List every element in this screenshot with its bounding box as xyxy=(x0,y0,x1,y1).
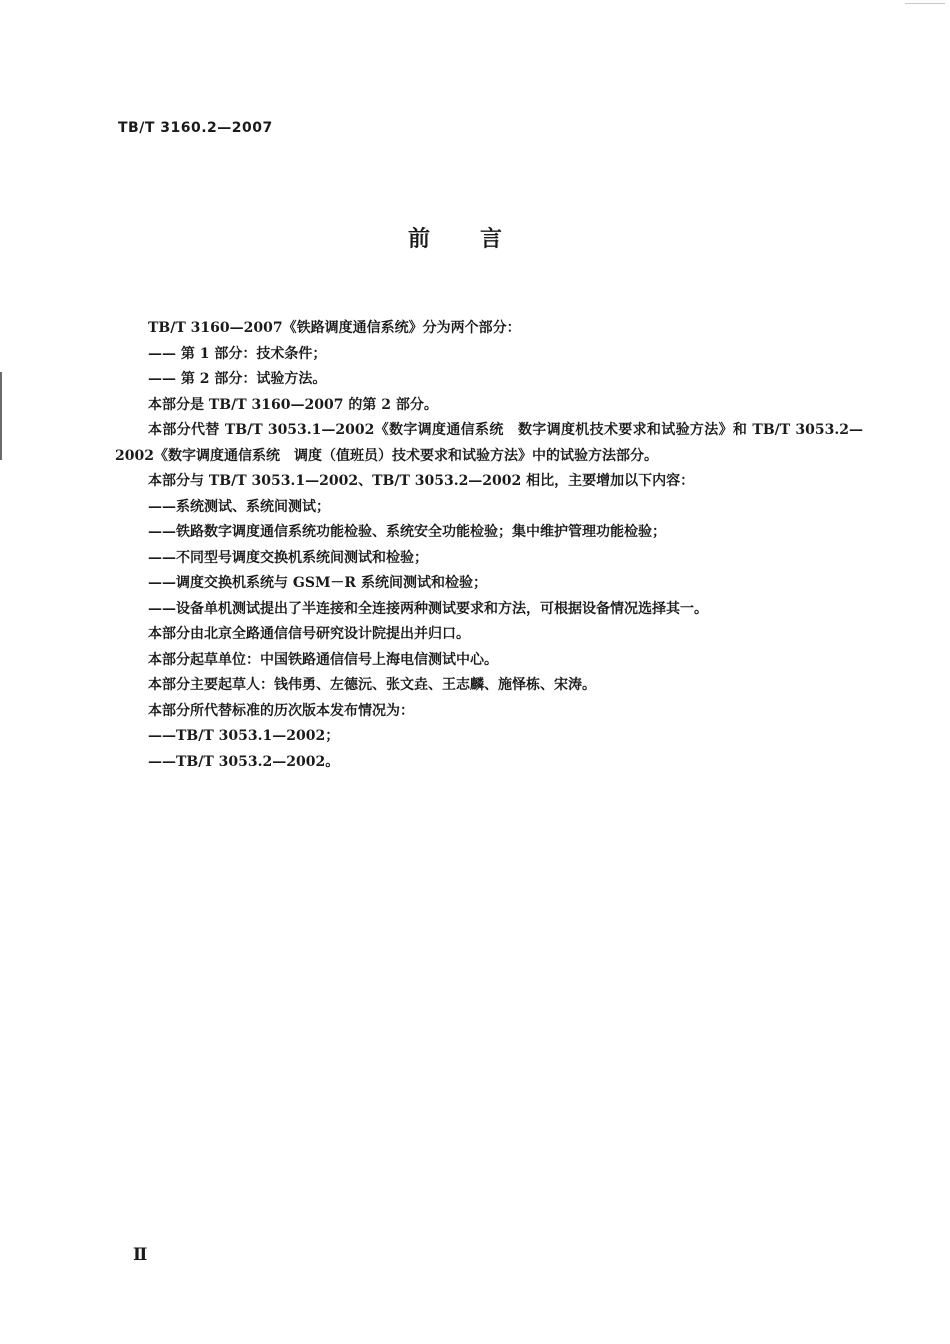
paragraph: 本部分是 TB/T 3160—2007 的第 2 部分。 xyxy=(148,396,438,413)
paragraph: ——系统测试、系统间测试； xyxy=(148,498,330,515)
page-title: 前言 xyxy=(407,227,552,252)
paragraph: 本部分起草单位：中国铁路通信信号上海电信测试中心。 xyxy=(148,651,498,668)
page-number: Ⅱ xyxy=(133,1245,148,1265)
paragraph: 本部分与 TB/T 3053.1—2002、TB/T 3053.2—2002 相比，主要增加以下内容： xyxy=(148,473,695,489)
paragraph: ——铁路数字调度通信系统功能检验、系统安全功能检验；集中维护管理功能检验； xyxy=(148,524,666,540)
paragraph: 本部分代替 TB/T 3053.1—2002《数字调度通信系统 数字调度机技术要求和试验方法》和 TB/T 3053.2—2002《数字调度通信系统 调度（值班员）技术要求和试验方法》中的试验方法部分。 xyxy=(115,422,863,464)
paragraph: ——TB/T 3053.2—2002。 xyxy=(148,753,340,770)
scan-edge-mark xyxy=(0,372,2,460)
paragraph: 本部分主要起草人：钱伟勇、左德沅、张文垚、王志麟、施怿栋、宋涛。 xyxy=(148,677,596,693)
paragraph: ——设备单机测试提出了半连接和全连接两种测试要求和方法，可根据设备情况选择其一。 xyxy=(148,600,708,617)
paragraph: —— 第 1 部分：技术条件； xyxy=(148,345,327,362)
paragraph: TB/T 3160—2007《铁路调度通信系统》分为两个部分： xyxy=(148,320,521,336)
scan-top-line xyxy=(905,3,945,4)
paragraph: ——调度交换机系统与 GSM－R 系统间测试和检验； xyxy=(148,575,487,591)
document-code: TB/T 3160.2—2007 xyxy=(118,120,273,136)
paragraph: ——TB/T 3053.1—2002； xyxy=(148,728,340,744)
paragraph: ——不同型号调度交换机系统间测试和检验； xyxy=(148,549,428,566)
paragraph: 本部分由北京全路通信信号研究设计院提出并归口。 xyxy=(148,626,470,642)
paragraph: 本部分所代替标准的历次版本发布情况为： xyxy=(148,702,414,719)
foreword-body xyxy=(115,316,863,775)
paragraph: —— 第 2 部分：试验方法。 xyxy=(148,371,327,387)
